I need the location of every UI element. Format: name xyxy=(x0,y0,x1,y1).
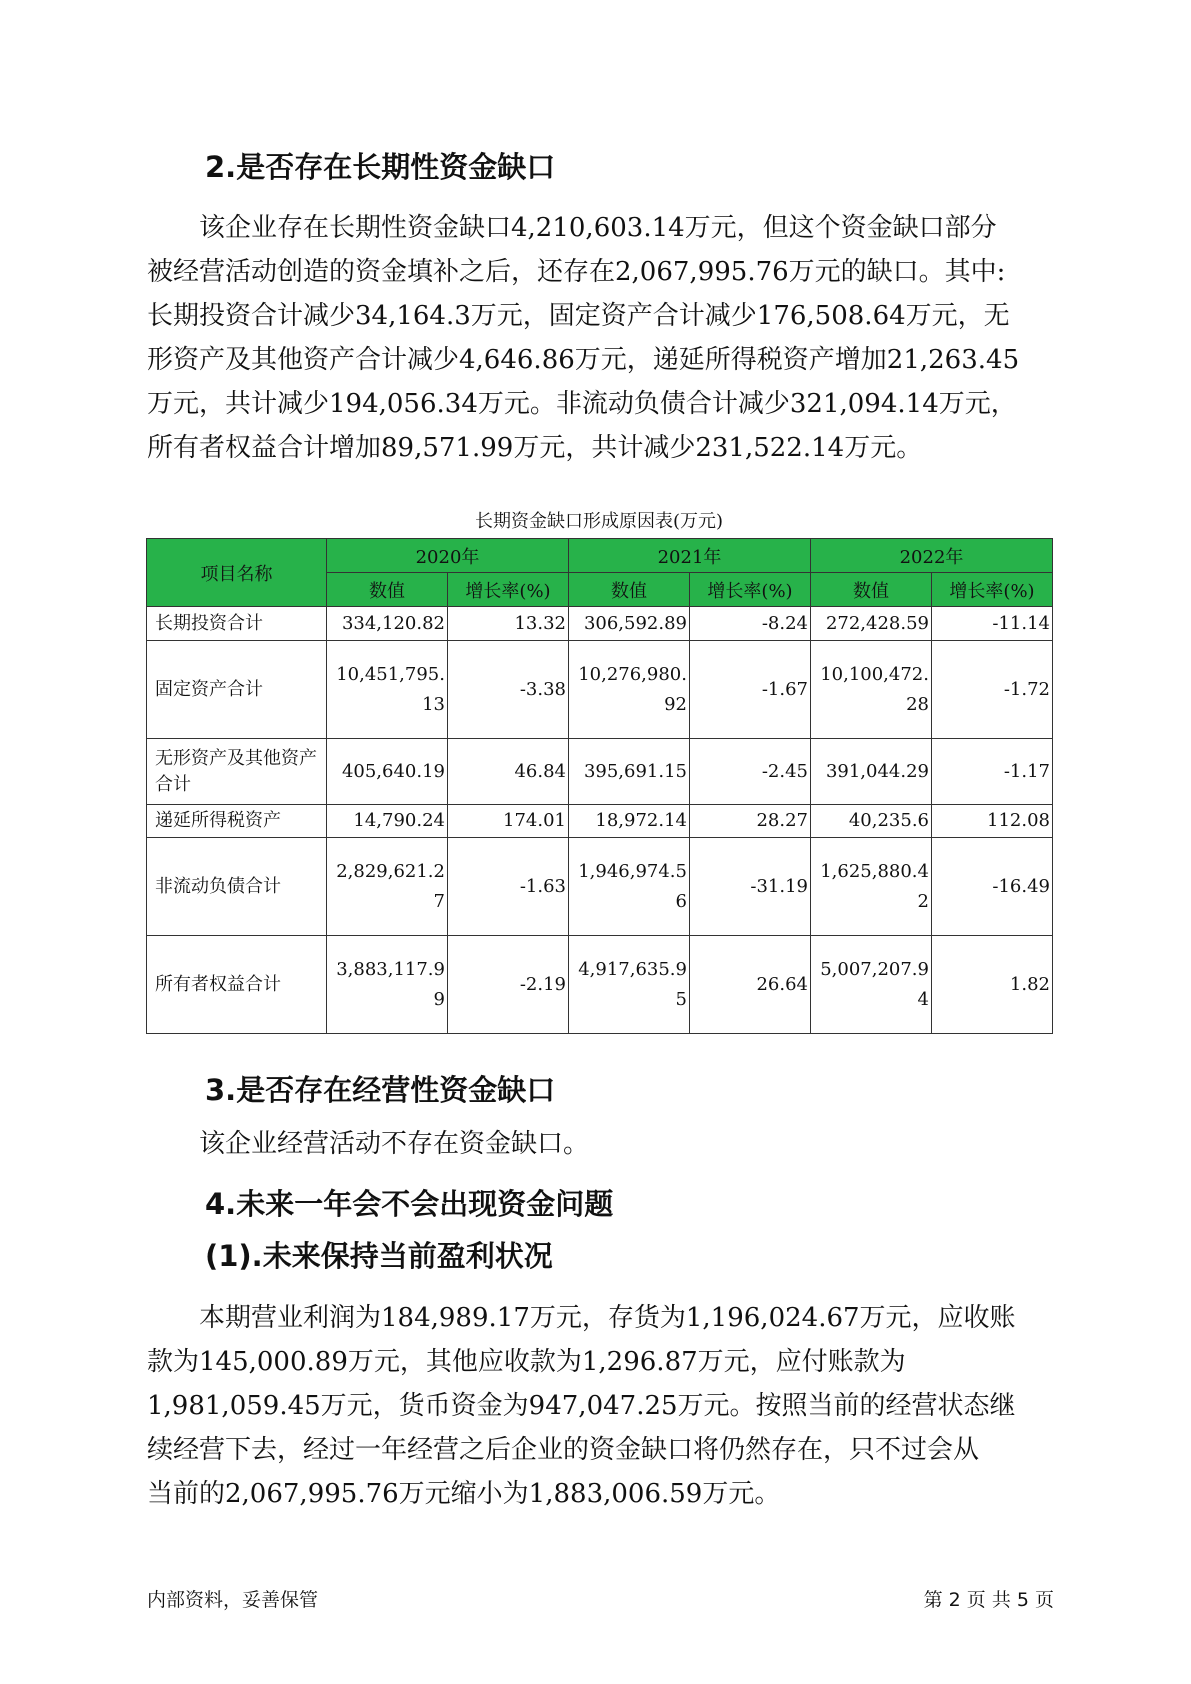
table-cell: 4,917,635.95 xyxy=(569,936,690,1034)
table-cell: 1,625,880.42 xyxy=(811,838,932,936)
table-cell: 272,428.59 xyxy=(811,607,932,641)
table-cell: -31.19 xyxy=(690,838,811,936)
table-cell: -3.38 xyxy=(448,641,569,739)
paragraph-line: 1,981,059.45万元，货币资金为947,047.25万元。按照当前的经营状态继 xyxy=(147,1391,1016,1421)
table-cell: 3,883,117.99 xyxy=(327,936,448,1034)
table-cell: 10,100,472.28 xyxy=(811,641,932,739)
table-cell: 334,120.82 xyxy=(327,607,448,641)
table-cell: 174.01 xyxy=(448,805,569,838)
growth-header: 增长率(%) xyxy=(448,573,569,607)
section-4-subheading: (1).未来保持当前盈利状况 xyxy=(205,1239,553,1273)
table-cell: -1.17 xyxy=(932,739,1053,805)
table-cell: -8.24 xyxy=(690,607,811,641)
paragraph-line: 形资产及其他资产合计减少4,646.86万元，递延所得税资产增加21,263.45 xyxy=(147,345,1020,375)
paragraph-line: 该企业存在长期性资金缺口4,210,603.14万元，但这个资金缺口部分 xyxy=(147,213,997,243)
section-4-paragraph xyxy=(147,1296,1057,1516)
table-cell: 395,691.15 xyxy=(569,739,690,805)
paragraph-line: 当前的2,067,995.76万元缩小为1,883,006.59万元。 xyxy=(147,1479,781,1509)
table-cell: 40,235.6 xyxy=(811,805,932,838)
table-row xyxy=(147,607,1053,641)
value-header: 数值 xyxy=(327,573,448,607)
table-header-row xyxy=(147,539,1053,573)
paragraph-line: 长期投资合计减少34,164.3万元，固定资产合计减少176,508.64万元，无 xyxy=(147,301,1010,331)
table-cell: 306,592.89 xyxy=(569,607,690,641)
table-cell: -11.14 xyxy=(932,607,1053,641)
table-cell: 26.64 xyxy=(690,936,811,1034)
table-cell: -2.19 xyxy=(448,936,569,1034)
table-cell: 2,829,621.27 xyxy=(327,838,448,936)
table-row xyxy=(147,739,1053,805)
paragraph-line: 该企业经营活动不存在资金缺口。 xyxy=(147,1129,590,1159)
section-2-paragraph xyxy=(147,206,1057,470)
row-label: 非流动负债合计 xyxy=(147,838,327,936)
table-row xyxy=(147,936,1053,1034)
table-cell: 10,276,980.92 xyxy=(569,641,690,739)
table-cell: 1.82 xyxy=(932,936,1053,1034)
item-name-header: 项目名称 xyxy=(147,539,327,607)
table-cell: 28.27 xyxy=(690,805,811,838)
value-header: 数值 xyxy=(811,573,932,607)
table-row xyxy=(147,838,1053,936)
row-label: 长期投资合计 xyxy=(147,607,327,641)
footer-confidential-note: 内部资料，妥善保管 xyxy=(147,1589,319,1611)
growth-header: 增长率(%) xyxy=(690,573,811,607)
paragraph-line: 款为145,000.89万元，其他应收款为1,296.87万元，应付账款为 xyxy=(147,1347,906,1377)
table-cell: -1.72 xyxy=(932,641,1053,739)
row-label: 递延所得税资产 xyxy=(147,805,327,838)
section-3-heading: 3.是否存在经营性资金缺口 xyxy=(205,1073,556,1107)
table-cell: 10,451,795.13 xyxy=(327,641,448,739)
footer-page-number: 第 2 页 共 5 页 xyxy=(923,1589,1054,1611)
table-cell: 391,044.29 xyxy=(811,739,932,805)
table-row xyxy=(147,805,1053,838)
year-header: 2022年 xyxy=(811,539,1053,573)
section-4-heading: 4.未来一年会不会出现资金问题 xyxy=(205,1187,614,1221)
table-cell: 14,790.24 xyxy=(327,805,448,838)
table-cell: -1.63 xyxy=(448,838,569,936)
section-2-heading: 2.是否存在长期性资金缺口 xyxy=(205,150,556,184)
row-label: 所有者权益合计 xyxy=(147,936,327,1034)
row-label: 固定资产合计 xyxy=(147,641,327,739)
table-cell: -16.49 xyxy=(932,838,1053,936)
paragraph-line: 被经营活动创造的资金填补之后，还存在2,067,995.76万元的缺口。其中: xyxy=(147,257,1006,287)
growth-header: 增长率(%) xyxy=(932,573,1053,607)
paragraph-line: 本期营业利润为184,989.17万元，存货为1,196,024.67万元，应收账 xyxy=(147,1303,1016,1333)
year-header: 2021年 xyxy=(569,539,811,573)
table-cell: -1.67 xyxy=(690,641,811,739)
table-cell: 46.84 xyxy=(448,739,569,805)
table-row xyxy=(147,641,1053,739)
table-cell: 13.32 xyxy=(448,607,569,641)
table-cell: 405,640.19 xyxy=(327,739,448,805)
table-cell: 5,007,207.94 xyxy=(811,936,932,1034)
value-header: 数值 xyxy=(569,573,690,607)
paragraph-line: 续经营下去，经过一年经营之后企业的资金缺口将仍然存在，只不过会从 xyxy=(147,1435,980,1465)
year-header: 2020年 xyxy=(327,539,569,573)
table-cell: 112.08 xyxy=(932,805,1053,838)
table-cell: 18,972.14 xyxy=(569,805,690,838)
table-cell: 1,946,974.56 xyxy=(569,838,690,936)
paragraph-line: 所有者权益合计增加89,571.99万元，共计减少231,522.14万元。 xyxy=(147,433,923,463)
section-3-paragraph xyxy=(147,1122,1057,1166)
capital-gap-table xyxy=(146,538,1053,1034)
paragraph-line: 万元，共计减少194,056.34万元。非流动负债合计减少321,094.14万元， xyxy=(147,389,1017,419)
table-cell: -2.45 xyxy=(690,739,811,805)
row-label: 无形资产及其他资产合计 xyxy=(147,739,327,805)
table-caption: 长期资金缺口形成原因表(万元) xyxy=(474,511,724,532)
